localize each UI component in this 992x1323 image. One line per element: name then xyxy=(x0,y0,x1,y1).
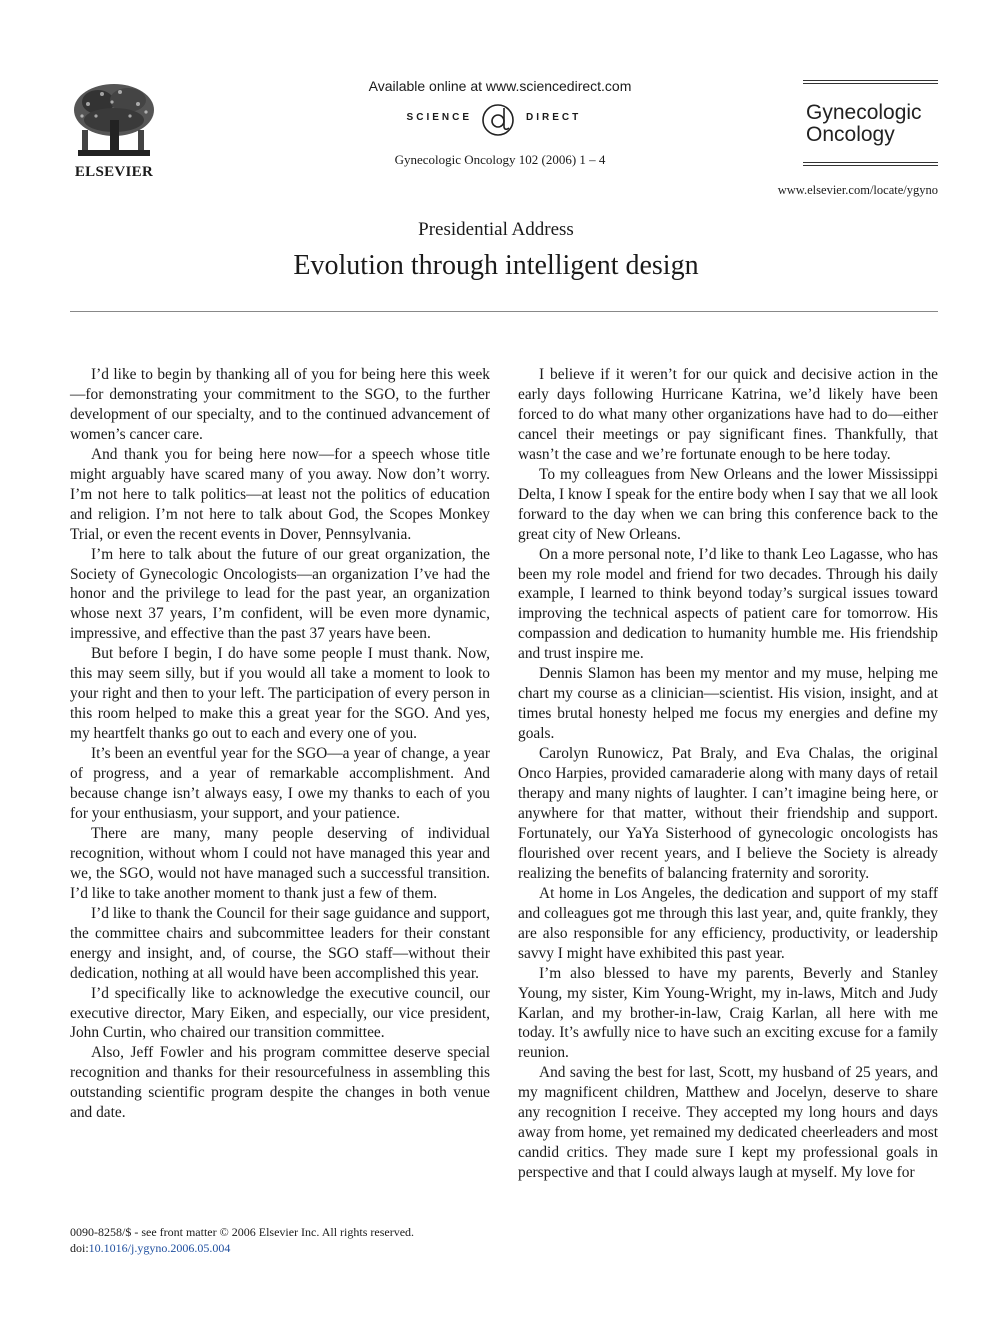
journal-name xyxy=(806,102,938,146)
footer-note xyxy=(70,1224,414,1256)
journal-rule-top xyxy=(803,80,938,81)
doi-line xyxy=(70,1240,414,1256)
title-divider xyxy=(70,311,938,312)
journal-logo-box xyxy=(803,80,938,168)
right-column xyxy=(518,365,938,1183)
article-title: Evolution through intelligent design xyxy=(293,250,699,281)
publisher-name: ELSEVIER xyxy=(74,164,154,180)
paragraph: And thank you for being here now—for a speech whose title might arguably have scared many of you away. Now don’t worry. I’m not here to talk politics—at least not the politics of education and religion. I’m not here to talk about God, the Scopes Monkey Trial, or even the recent events in Dover, Pennsylvania. xyxy=(70,445,490,543)
journal-url[interactable]: www.elsevier.com/locate/ygyno xyxy=(777,183,938,197)
sciencedirect-logo xyxy=(300,104,700,134)
doi-link[interactable]: 10.1016/j.ygyno.2006.05.004 xyxy=(88,1241,231,1255)
article-type: Presidential Address xyxy=(418,219,574,240)
available-online-text[interactable]: Available online at www.sciencedirect.com xyxy=(368,78,632,94)
doi-prefix: doi: xyxy=(70,1241,89,1255)
journal-citation: Gynecologic Oncology 102 (2006) 1 – 4 xyxy=(394,152,606,167)
paragraph: I’d specifically like to acknowledge the executive council, our executive director, Mary Eiken, and especially, our vice president, John Curtin, who chaired our transition committee. xyxy=(70,984,490,1042)
paragraph: I’m here to talk about the future of our great organization, the Society of Gynecologic Oncologists—an organization I’ve had the honor and the privilege to lead for the past year, an organization whose next 37 years, I’m confident, will be even more dynamic, impressive, and effective than the past 37 years have been. xyxy=(70,545,490,643)
sciencedirect-left: SCIENCE xyxy=(406,112,472,123)
paragraph: Carolyn Runowicz, Pat Braly, and Eva Chalas, the original Onco Harpies, provided camaraderie along with many days of retail therapy and many nights of laughter. I can’t imagine being here, or anywhere for that matter, without their friendship and support. Fortunately, our YaYa Sisterhood of gynecologic oncologists has flourished over recent years, and I believe the Society is already realizing the benefits of balancing fraternity and sorority. xyxy=(518,745,938,882)
paragraph: I believe if it weren’t for our quick and decisive action in the early days following Hurricane Katrina, we’d likely have been forced to do what many other organizations have had to do—either cancel their meetings or pay significant fines. Thankfully, that wasn’t the case and we’re fortunate enough to be here today. xyxy=(518,366,938,463)
journal-rule-bottom xyxy=(803,162,938,163)
paragraph: At home in Los Angeles, the dedication and support of my staff and colleagues got me through this last year, and, quite frankly, they are also responsible for any efficiency, productivity, or leadership savvy I might have exhibited this past year. xyxy=(518,884,938,962)
paragraph: To my colleagues from New Orleans and the lower Mississippi Delta, I know I speak for the entire body when I say that we all look forward to the day when we can bring this conference back to the great city of New Orleans. xyxy=(518,465,938,543)
paragraph: I’d like to begin by thanking all of you for being here this week—for demonstrating your commitment to the SGO, to the further development of our specialty, and to the continued advancement of women’s cancer care. xyxy=(70,366,490,443)
elsevier-logo xyxy=(68,80,160,180)
paragraph: Also, Jeff Fowler and his program committee deserve special recognition and thanks for their resourcefulness in assembling this outstanding scientific program despite the changes in both venue and date. xyxy=(70,1044,490,1122)
journal-name-line1: Gynecologic xyxy=(806,101,922,124)
paragraph: Dennis Slamon has been my mentor and my muse, helping me chart my course as a clinician—scientist. His vision, insight, and at times brutal honesty helped me focus my energies and define my goals. xyxy=(518,665,938,743)
sciencedirect-right: DIRECT xyxy=(526,112,582,123)
paragraph: I’d like to thank the Council for their sage guidance and support, the committee chairs and subcommittee leaders for their constant energy and insight, and, of course, the SGO staff—without their dedication, nothing at all would have been accomplished this year. xyxy=(70,904,490,982)
journal-name-line2: Oncology xyxy=(806,123,895,146)
paragraph: On a more personal note, I’d like to thank Leo Lagasse, who has been my role model and friend for two decades. Through his daily example, I learned to think beyond today’s surgical issues toward improving the technical aspects of patient care for tomorrow. His compassion and dedication to humanity humble me. His friendship and trust inspire me. xyxy=(518,545,938,663)
paragraph: And saving the best for last, Scott, my husband of 25 years, and my magnificent children, Matthew and Jocelyn, deserve to share any recognition I receive. They accepted my long hours and days away from home, yet remained my dedicated cheerleaders and most candid critics. They made sure I kept my professional goals in perspective and that I could always laugh at myself. My love for xyxy=(518,1064,938,1182)
sciencedirect-at-icon xyxy=(478,100,518,140)
elsevier-tree-icon xyxy=(68,80,160,162)
paragraph: It’s been an eventful year for the SGO—a year of change, a year of progress, and a year of remarkable accomplishment. And because change isn’t always easy, I owe my thanks to each of you for your enthusiasm, your support, and your patience. xyxy=(70,745,490,822)
left-column xyxy=(70,365,490,1123)
paragraph: There are many, many people deserving of individual recognition, without whom I could not have managed this year and we, the SGO, would not have managed such a successful transition. I’d like to take another moment to thank just a few of them. xyxy=(70,824,490,902)
paragraph: I’m also blessed to have my parents, Beverly and Stanley Young, my sister, Kim Young-Wright, my in-laws, Mitch and Judy Karlan, and my brother-in-law, Craig Karlan, all here with me today. It’s awfully nice to have such an exciting excuse for a family reunion. xyxy=(518,964,938,1062)
copyright-line: 0090-8258/$ - see front matter © 2006 Elsevier Inc. All rights reserved. xyxy=(70,1225,415,1239)
journal-rule-bottom-2 xyxy=(803,165,938,166)
paragraph: But before I begin, I do have some people I must thank. Now, this may seem silly, but if you would all take a moment to look to your right and then to your left. The participation of every person in this room helped to make this a great year for the SGO. And yes, my heartfelt thanks go out to each and every one of you. xyxy=(70,645,490,743)
center-header xyxy=(300,78,700,168)
journal-rule-top-2 xyxy=(803,83,938,84)
